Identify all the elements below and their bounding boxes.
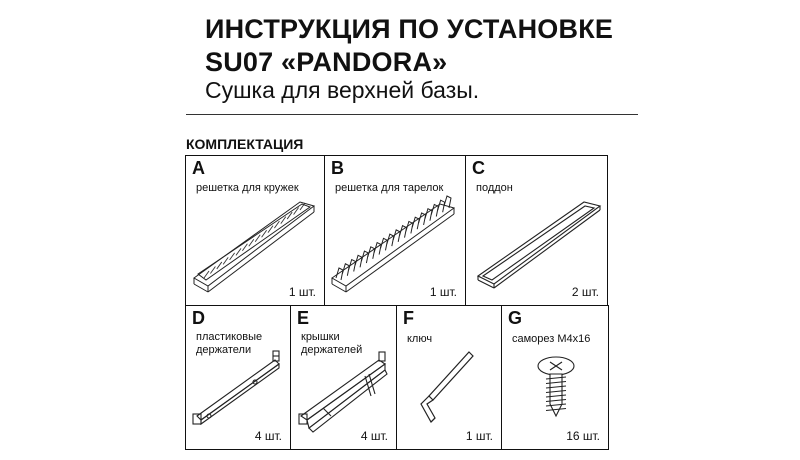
item-label: решетка для кружек bbox=[196, 182, 299, 194]
rack-pin bbox=[419, 213, 426, 225]
rack-pin bbox=[431, 204, 438, 216]
rack-pin bbox=[387, 234, 394, 246]
rack-hook bbox=[204, 271, 209, 278]
item-letter: C bbox=[472, 158, 485, 178]
rack-pin bbox=[342, 264, 349, 276]
holder-cap-icon bbox=[295, 346, 395, 438]
item-g-cell bbox=[501, 305, 609, 450]
item-qty: 16 шт. bbox=[566, 429, 600, 443]
item-letter: E bbox=[297, 308, 310, 328]
item-qty: 4 шт. bbox=[360, 429, 388, 443]
item-c-cell bbox=[465, 155, 608, 306]
plate-rack-icon bbox=[328, 194, 462, 296]
item-letter: B bbox=[331, 158, 344, 178]
tray-icon bbox=[470, 194, 605, 294]
item-a-cell bbox=[185, 155, 325, 306]
title-line-2: SU07 «PANDORA» bbox=[205, 47, 448, 77]
item-label-line-2: держателей bbox=[301, 344, 363, 356]
rack-hook bbox=[217, 262, 222, 269]
rack-pin bbox=[380, 238, 387, 250]
item-f-cell bbox=[396, 305, 502, 450]
rack-hook bbox=[249, 239, 254, 246]
item-label-line-1: крышки bbox=[301, 331, 340, 343]
page-subtitle: Сушка для верхней базы. bbox=[205, 77, 480, 103]
item-qty: 1 шт. bbox=[429, 285, 457, 299]
rack-pin bbox=[349, 260, 356, 272]
item-e-cell bbox=[290, 305, 397, 450]
item-b-cell bbox=[324, 155, 466, 306]
cup-rack-icon bbox=[190, 194, 320, 294]
item-label-line-2: держатели bbox=[196, 344, 252, 356]
rack-pin bbox=[425, 209, 432, 221]
item-d-cell bbox=[185, 305, 291, 450]
rack-pin bbox=[374, 243, 381, 255]
item-letter: G bbox=[508, 308, 523, 328]
item-label: поддон bbox=[476, 182, 513, 194]
rack-hook bbox=[242, 244, 247, 251]
item-label-line-1: пластиковые bbox=[196, 331, 263, 343]
rack-hook bbox=[223, 257, 228, 264]
rack-hook bbox=[230, 253, 235, 260]
title-line-1: ИНСТРУКЦИЯ ПО УСТАНОВКЕ bbox=[205, 14, 614, 44]
section-title: КОМПЛЕКТАЦИЯ bbox=[186, 136, 304, 152]
rack-pin bbox=[361, 251, 368, 263]
rack-pin bbox=[336, 268, 343, 280]
item-label: саморез М4x16 bbox=[512, 333, 591, 345]
screw-icon bbox=[526, 350, 586, 430]
rack-pin bbox=[406, 221, 413, 233]
rack-hook bbox=[255, 235, 260, 242]
page-title bbox=[205, 13, 613, 79]
rack-pin bbox=[438, 200, 445, 212]
item-letter: A bbox=[192, 158, 205, 178]
header-divider bbox=[186, 114, 638, 115]
item-qty: 4 шт. bbox=[254, 429, 282, 443]
item-label: решетка для тарелок bbox=[335, 182, 444, 194]
item-qty: 1 шт. bbox=[288, 285, 316, 299]
item-letter: D bbox=[192, 308, 205, 328]
item-qty: 1 шт. bbox=[465, 429, 493, 443]
plastic-holder-icon bbox=[189, 346, 289, 436]
item-letter: F bbox=[403, 308, 414, 328]
rack-pin bbox=[368, 247, 375, 259]
rack-pin bbox=[400, 226, 407, 238]
item-qty: 2 шт. bbox=[571, 285, 599, 299]
rack-pin bbox=[393, 230, 400, 242]
rack-hook bbox=[236, 248, 241, 255]
rack-pin bbox=[355, 255, 362, 267]
hex-key-icon bbox=[407, 346, 497, 436]
item-label: ключ bbox=[407, 333, 433, 345]
rack-hook bbox=[210, 266, 215, 273]
rack-pin bbox=[412, 217, 419, 229]
